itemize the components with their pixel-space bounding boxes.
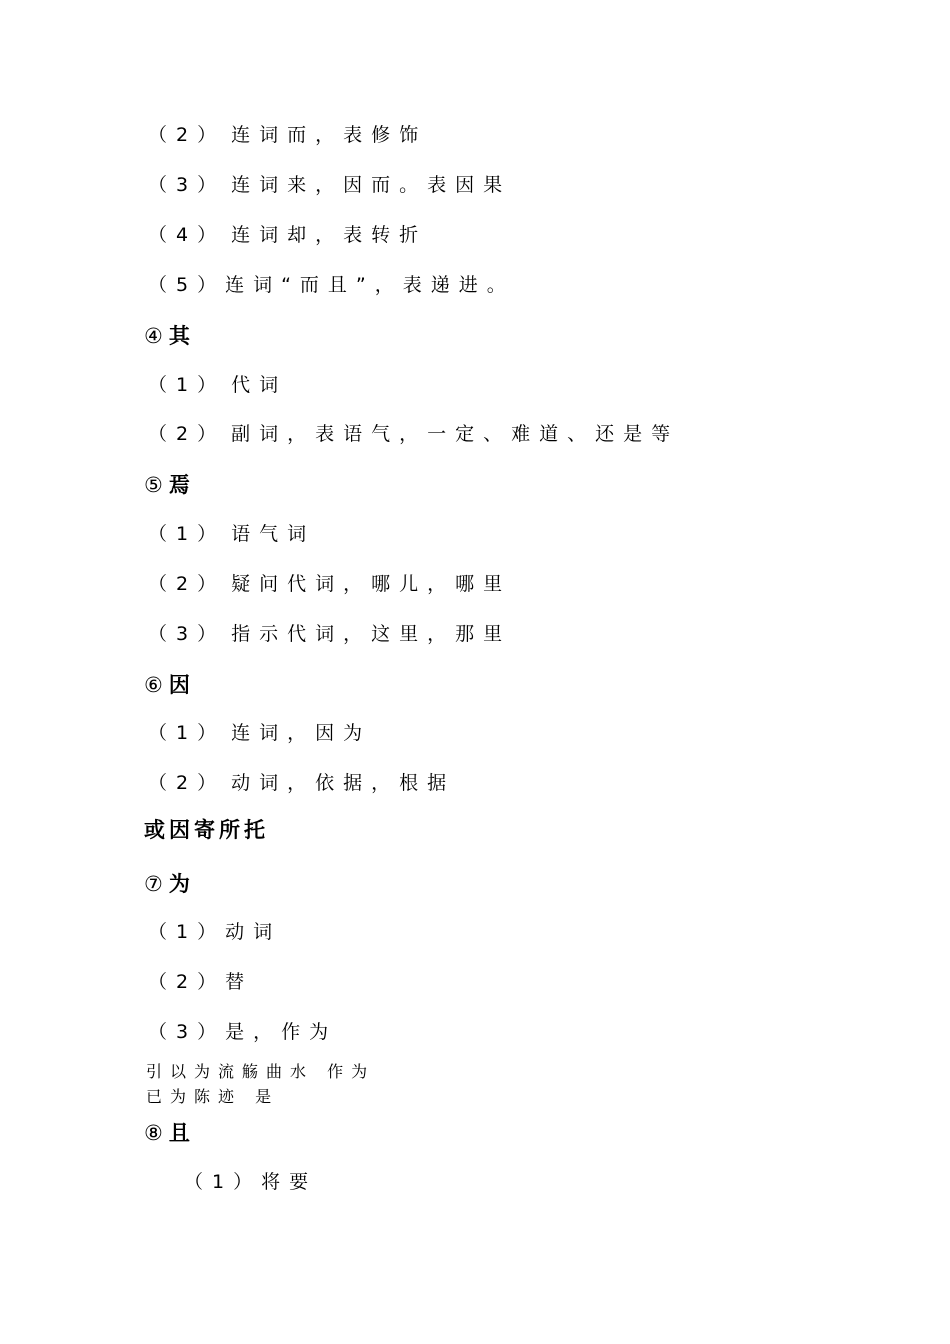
heading-word: 且 bbox=[168, 1121, 194, 1145]
list-item bbox=[148, 173, 511, 197]
list-item bbox=[148, 970, 253, 994]
item-text: 语气词 bbox=[231, 523, 316, 545]
circled-number: ⑧ bbox=[144, 1121, 167, 1145]
item-text: 指示代词，这里，那里 bbox=[231, 623, 512, 645]
list-item bbox=[148, 771, 455, 795]
circled-number: ⑥ bbox=[144, 673, 167, 697]
item-text: 连词却，表转折 bbox=[231, 224, 428, 246]
item-number: （3） bbox=[148, 623, 226, 645]
list-item bbox=[148, 622, 511, 646]
list-item bbox=[148, 273, 515, 297]
item-number: （1） bbox=[148, 722, 226, 744]
heading-word: 因 bbox=[168, 673, 194, 697]
item-text: 副词，表语气，一定、难道、还是等 bbox=[231, 423, 680, 445]
item-text: 连词而，表修饰 bbox=[231, 124, 428, 146]
item-number: （2） bbox=[148, 971, 226, 993]
item-number: （1） bbox=[148, 921, 226, 943]
item-text: 代词 bbox=[231, 374, 288, 396]
section-heading bbox=[144, 871, 194, 897]
item-text: 动词 bbox=[225, 921, 282, 943]
heading-word: 为 bbox=[168, 872, 194, 896]
list-item bbox=[148, 123, 427, 147]
item-number: （3） bbox=[148, 1021, 226, 1043]
heading-word: 焉 bbox=[168, 473, 194, 497]
item-text: 连词，因为 bbox=[231, 722, 372, 744]
item-number: （1） bbox=[148, 523, 226, 545]
item-text: 疑问代词，哪儿，哪里 bbox=[231, 573, 512, 595]
item-number: （2） bbox=[148, 124, 226, 146]
item-number: （5） bbox=[148, 274, 226, 296]
section-heading bbox=[144, 472, 194, 498]
section-heading bbox=[144, 323, 194, 349]
list-item bbox=[148, 223, 427, 247]
circled-number: ⑦ bbox=[144, 872, 167, 896]
item-number: （4） bbox=[148, 224, 226, 246]
list-item bbox=[148, 373, 287, 397]
example-sentence: 引以为流觞曲水 作为 bbox=[146, 1062, 376, 1081]
item-text: 动词，依据，根据 bbox=[231, 772, 456, 794]
heading-word: 其 bbox=[168, 324, 194, 348]
example-sentence: 已为陈迹 是 bbox=[146, 1087, 280, 1106]
example-sentence: 或因寄所托 bbox=[144, 818, 269, 842]
list-item bbox=[148, 920, 281, 944]
item-number: （3） bbox=[148, 174, 226, 196]
item-number: （2） bbox=[148, 423, 226, 445]
section-heading bbox=[144, 1120, 194, 1146]
section-heading bbox=[144, 672, 194, 698]
item-text: 连词“而且”，表递进。 bbox=[225, 274, 515, 296]
list-item bbox=[148, 522, 315, 546]
item-number: （2） bbox=[148, 573, 226, 595]
item-number: （1） bbox=[148, 374, 226, 396]
circled-number: ⑤ bbox=[144, 473, 167, 497]
item-text: 替 bbox=[225, 971, 254, 993]
item-text: 是，作为 bbox=[225, 1021, 338, 1043]
item-text: 将要 bbox=[261, 1171, 318, 1193]
list-item bbox=[148, 422, 679, 446]
list-item bbox=[148, 721, 371, 745]
item-number: （1） bbox=[184, 1171, 262, 1193]
item-number: （2） bbox=[148, 772, 226, 794]
list-item bbox=[148, 572, 511, 596]
list-item bbox=[148, 1020, 337, 1044]
circled-number: ④ bbox=[144, 324, 167, 348]
list-item bbox=[184, 1170, 317, 1194]
item-text: 连词来，因而。表因果 bbox=[231, 174, 512, 196]
